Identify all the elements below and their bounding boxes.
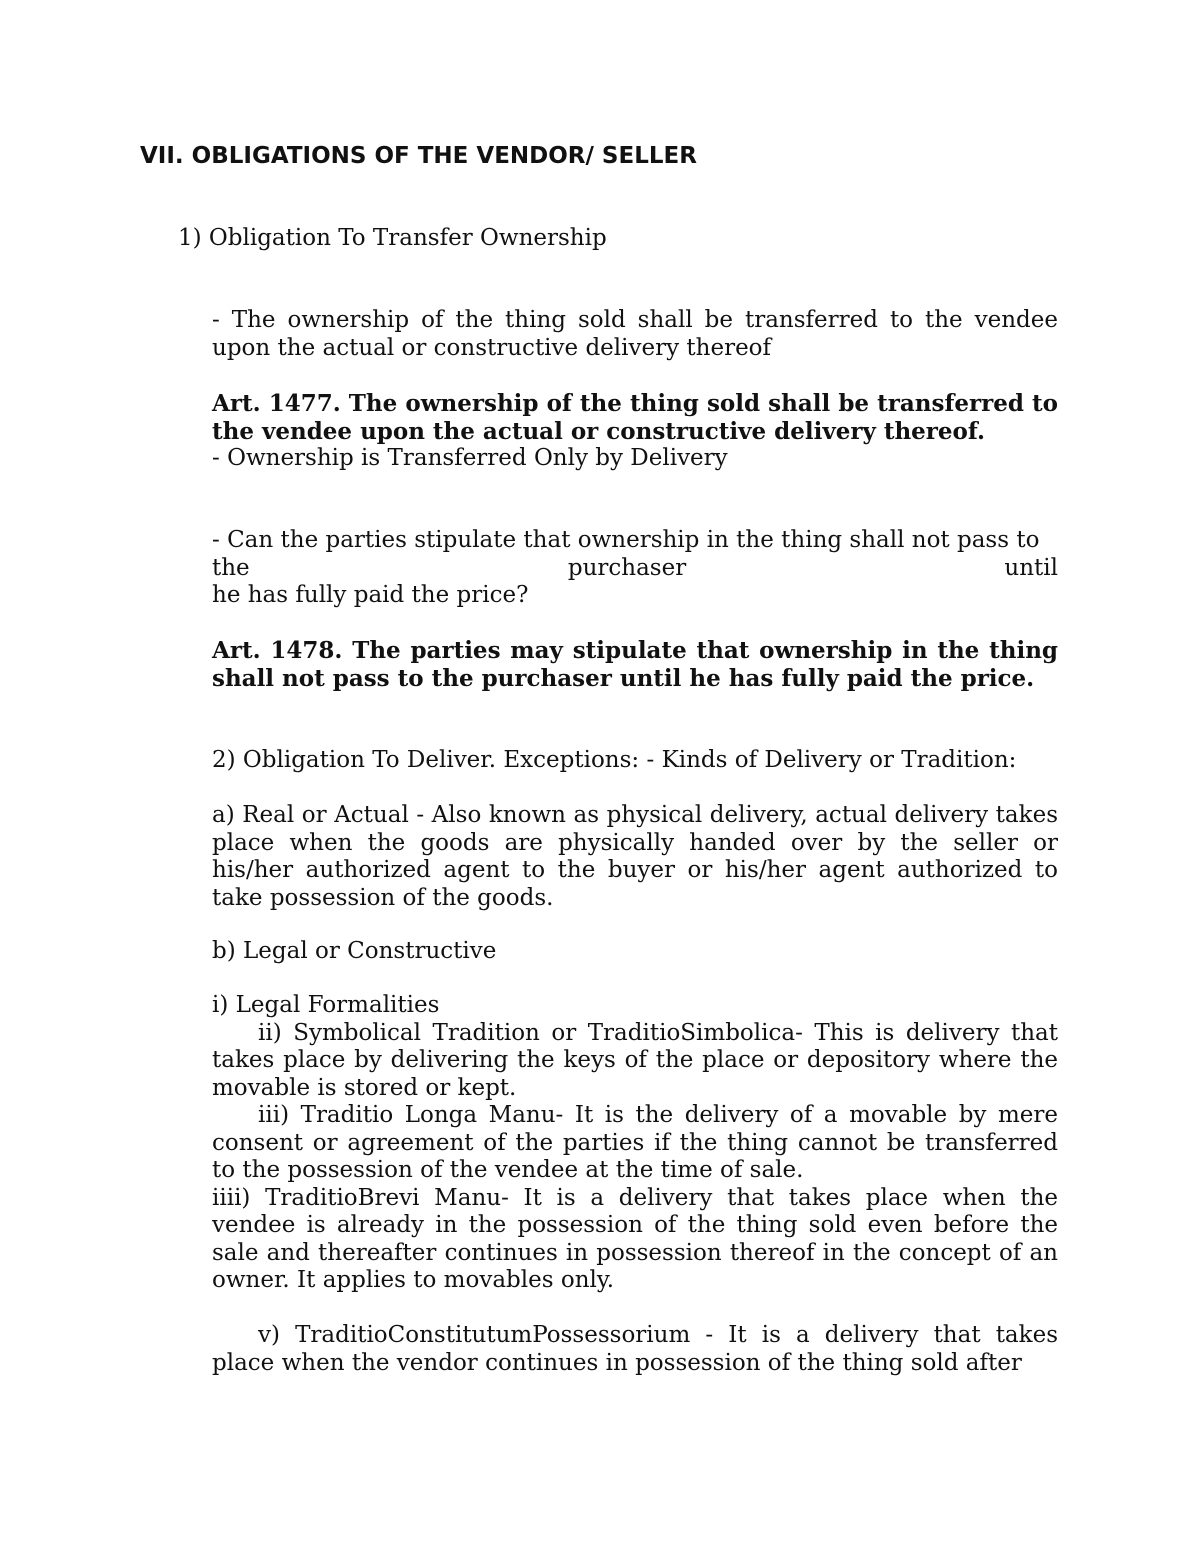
question-line-2 <box>212 555 1058 583</box>
entry-legal-formalities: i) Legal Formalities <box>212 992 440 1018</box>
article-1477: Art. 1477. The ownership of the thing sold shall be transferred to the vendee upon the actual or constructive delivery thereof. <box>212 390 1058 445</box>
question-word-purchaser: purchaser <box>567 554 687 581</box>
section-heading: VII. OBLIGATIONS OF THE VENDOR/ SELLER <box>140 143 697 169</box>
paragraph-legal-constructive: b) Legal or Constructive <box>212 938 497 964</box>
paragraph-ownership-transfer: - The ownership of the thing sold shall be transferred to the vendee upon the actual or constructive delivery thereof <box>212 307 1058 361</box>
question-block <box>212 527 1058 610</box>
question-word-the: the <box>212 554 250 581</box>
question-line-3: he has fully paid the price? <box>212 582 529 608</box>
entry-traditio-brevi-manu: iiii) TraditioBrevi Manu- It is a delivery that takes place when the vendee is already in the possession of the thing sold even before the sale and thereafter continues in possession thereof in the concept of an owner. It applies to movables only. <box>212 1184 1058 1293</box>
entry-traditio-longa-manu: iii) Traditio Longa Manu- It is the delivery of a movable by mere consent or agreement of the parties if the thing cannot be transferred to the possession of the vendee at the time of sale. <box>212 1102 1058 1183</box>
item-obligation-deliver: 2) Obligation To Deliver. Exceptions: - Kinds of Delivery or Tradition: <box>212 747 1017 773</box>
article-1478: Art. 1478. The parties may stipulate that ownership in the thing shall not pass to the purchaser until he has fully paid the price. <box>212 637 1058 692</box>
entry-symbolical-tradition: ii) Symbolical Tradition or TraditioSimbolica- This is delivery that takes place by delivering the keys of the place or depository where the movable is stored or kept. <box>212 1019 1058 1101</box>
question-word-until: until <box>1004 554 1058 581</box>
entry-constitutum-possessorium: v) TraditioConstitutumPossessorium - It is a delivery that takes place when the vendor continues in possession of the thing sold after <box>212 1322 1058 1376</box>
question-line-1: - Can the parties stipulate that ownership in the thing shall not pass to <box>212 527 1040 553</box>
paragraph-real-actual: a) Real or Actual - Also known as physical delivery, actual delivery takes place when the goods are physically handed over by the seller or his/her authorized agent to the buyer or his/her agent authorized to take possession of the goods. <box>212 802 1058 911</box>
item-obligation-transfer: 1) Obligation To Transfer Ownership <box>178 225 607 251</box>
tradition-list <box>212 992 1058 1295</box>
paragraph-transferred-by-delivery: - Ownership is Transferred Only by Delivery <box>212 445 728 471</box>
